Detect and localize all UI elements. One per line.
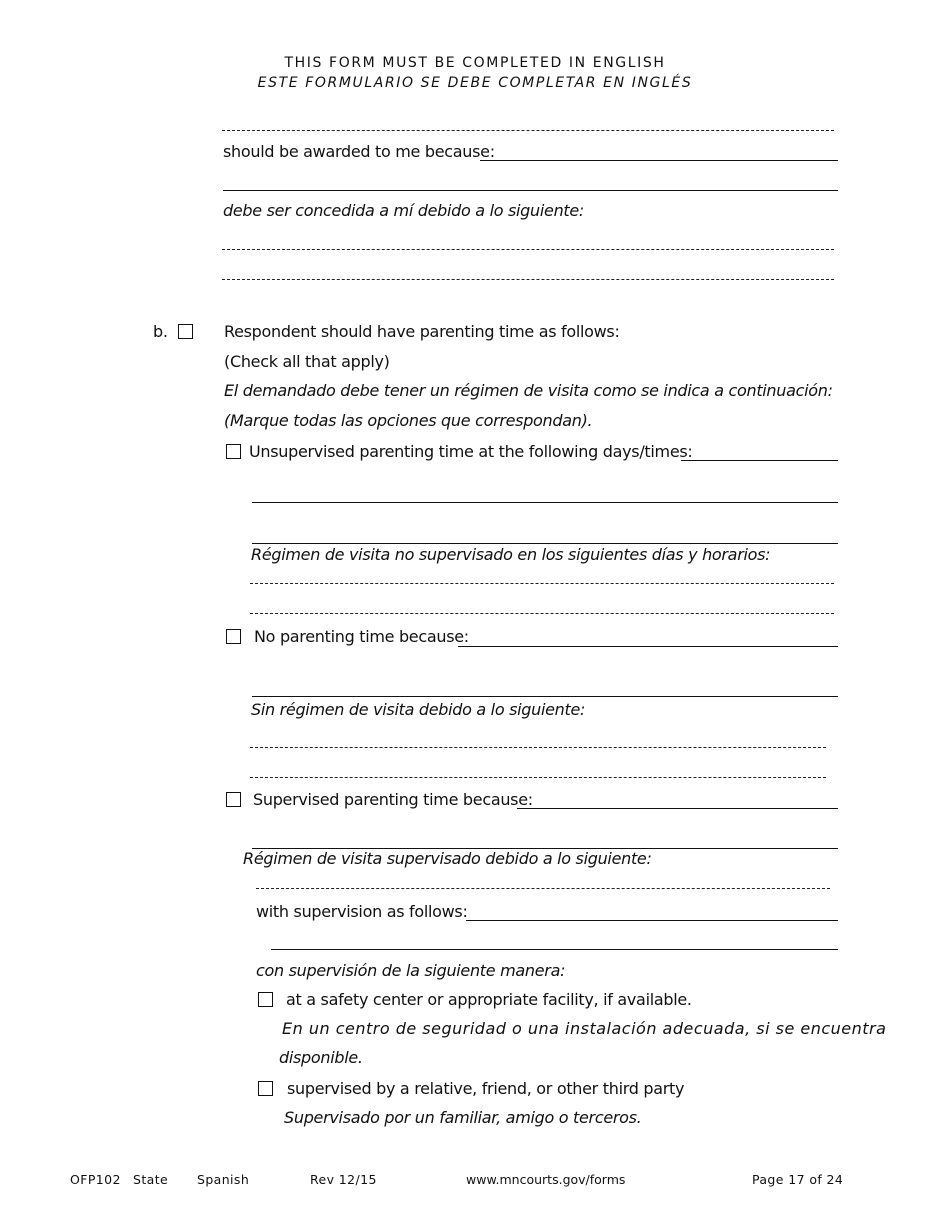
section-b-check-all-es: (Marque todas las opciones que correspondan).: [224, 411, 593, 430]
safety-center-label-es: En un centro de seguridad o una instalación adecuada, si se encuentra: [282, 1019, 887, 1038]
supervised-checkbox[interactable]: [226, 792, 241, 807]
awarded-input-line[interactable]: [480, 160, 838, 161]
dashed-answer-line: [250, 583, 834, 584]
footer-page-number: Page 17 of 24: [752, 1172, 844, 1187]
supervised-input-line[interactable]: [517, 808, 838, 809]
section-b-checkbox[interactable]: [178, 324, 193, 339]
supervised-label-es: Régimen de visita supervisado debido a lo siguiente:: [243, 849, 652, 868]
third-party-label: supervised by a relative, friend, or other third party: [287, 1079, 685, 1098]
safety-center-checkbox[interactable]: [258, 992, 273, 1007]
section-b-marker: b.: [153, 322, 168, 341]
supervision-label: with supervision as follows:: [256, 902, 468, 921]
safety-center-label: at a safety center or appropriate facility, if available.: [286, 990, 692, 1009]
dashed-answer-line: [250, 777, 826, 778]
unsupervised-checkbox[interactable]: [226, 444, 241, 459]
unsupervised-label: Unsupervised parenting time at the following days/times:: [249, 442, 693, 461]
form-instruction-en: THIS FORM MUST BE COMPLETED IN ENGLISH: [284, 55, 666, 71]
no-parenting-label-es: Sin régimen de visita debido a lo siguiente:: [251, 700, 586, 719]
awarded-label-es: debe ser concedida a mí debido a lo siguiente:: [223, 201, 585, 220]
awarded-input-line-2[interactable]: [223, 190, 838, 191]
supervision-input-line-2[interactable]: [271, 949, 838, 950]
section-b-title: Respondent should have parenting time as follows:: [224, 322, 620, 341]
section-b-check-all: (Check all that apply): [224, 352, 390, 371]
dashed-answer-line: [256, 888, 830, 889]
dashed-answer-line: [222, 279, 834, 280]
footer-state: State: [133, 1172, 169, 1187]
no-parenting-input-line[interactable]: [458, 646, 838, 647]
footer-language: Spanish: [197, 1172, 250, 1187]
form-instruction-es: ESTE FORMULARIO SE DEBE COMPLETAR EN INGLÉS: [257, 75, 693, 91]
third-party-label-es: Supervisado por un familiar, amigo o terceros.: [284, 1108, 642, 1127]
footer-revision: Rev 12/15: [310, 1172, 377, 1187]
unsupervised-label-es: Régimen de visita no supervisado en los siguientes días y horarios:: [251, 545, 771, 564]
supervised-label: Supervised parenting time because:: [253, 790, 533, 809]
dashed-answer-line: [250, 613, 834, 614]
no-parenting-checkbox[interactable]: [226, 629, 241, 644]
unsupervised-input-line-3[interactable]: [252, 543, 838, 544]
supervision-input-line[interactable]: [466, 920, 838, 921]
unsupervised-input-line-2[interactable]: [252, 502, 838, 503]
dashed-answer-line: [250, 747, 826, 748]
no-parenting-label: No parenting time because:: [254, 627, 469, 646]
footer-url[interactable]: www.mncourts.gov/forms: [466, 1172, 626, 1187]
safety-center-label-es-cont: disponible.: [279, 1048, 363, 1067]
supervision-label-es: con supervisión de la siguiente manera:: [256, 961, 566, 980]
third-party-checkbox[interactable]: [258, 1081, 273, 1096]
section-b-title-es: El demandado debe tener un régimen de visita como se indica a continuación:: [224, 381, 833, 400]
dashed-answer-line: [222, 249, 834, 250]
dashed-answer-line: [222, 130, 834, 131]
awarded-label: should be awarded to me because:: [223, 142, 495, 161]
footer-form-id: OFP102: [70, 1172, 121, 1187]
unsupervised-input-line[interactable]: [681, 460, 838, 461]
no-parenting-input-line-2[interactable]: [252, 696, 838, 697]
